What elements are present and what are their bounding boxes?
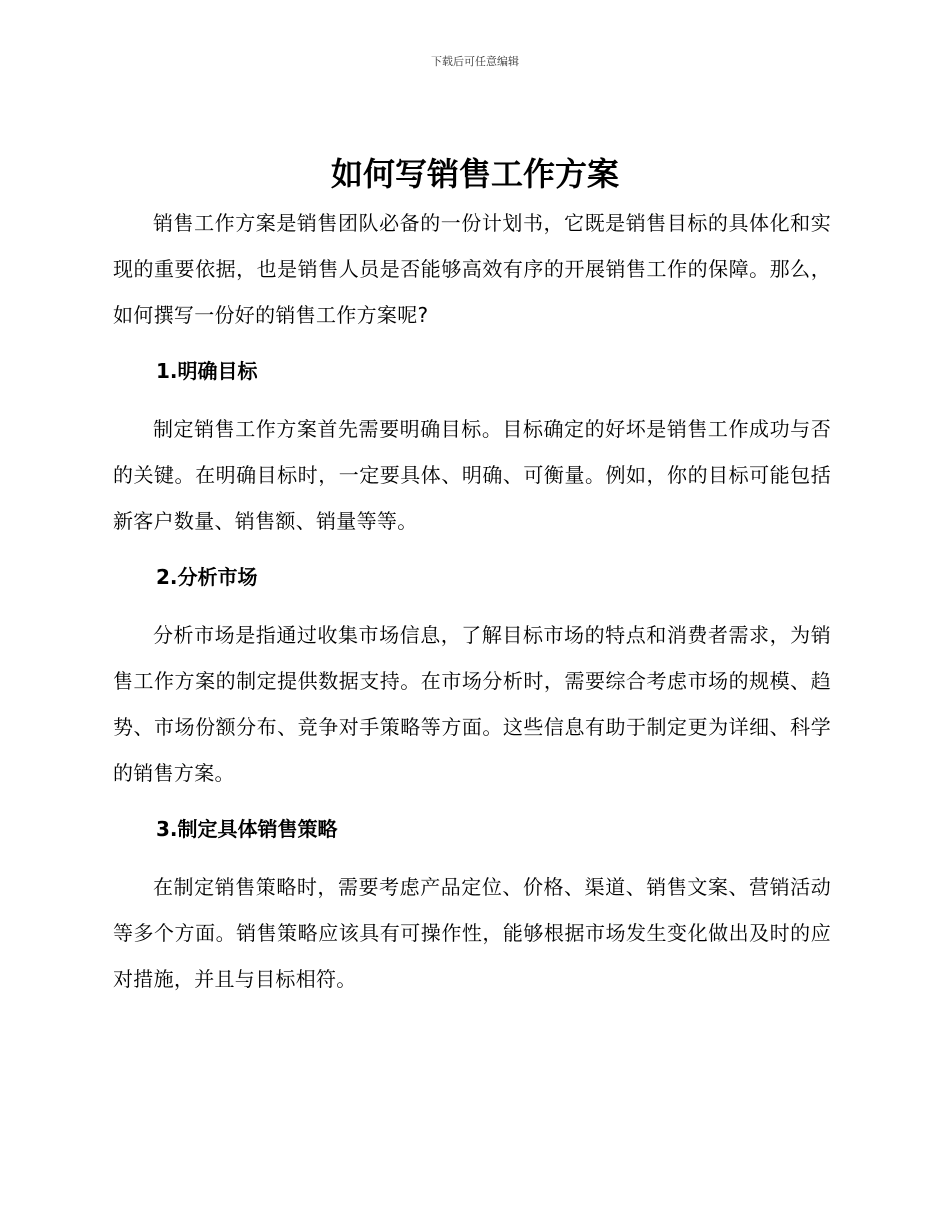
document-title: 如何写销售工作方案 [330, 155, 619, 193]
section-heading-goals: 1.明确目标 [156, 359, 258, 383]
intro-paragraph: 销售工作方案是销售团队必备的一份计划书，它既是销售目标的具体化和实现的重要依据，也是销售人员是否能够高效有序的开展销售工作的保障。那么，如何撰写一份好的销售工作方案呢? [113, 211, 831, 327]
spacer [113, 796, 831, 806]
spacer [113, 852, 831, 864]
section-heading-strategy: 3.制定具体销售策略 [156, 817, 338, 841]
section-body-market: 分析市场是指通过收集市场信息，了解目标市场的特点和消费者需求，为销售工作方案的制定提供数据支持。在市场分析时，需要综合考虑市场的规模、趋势、市场份额分布、竞争对手策略等方面。这些信息有助于制定更为详细、科学的销售方案。 [113, 623, 831, 785]
spacer [113, 544, 831, 554]
section-body-goals: 制定销售工作方案首先需要明确目标。目标确定的好坏是销售工作成功与否的关键。在明确目标时，一定要具体、明确、可衡量。例如，你的目标可能包括新客户数量、销售额、销量等等。 [113, 417, 831, 533]
section-heading-market: 2.分析市场 [156, 565, 258, 589]
spacer [113, 394, 831, 406]
spacer [113, 338, 831, 348]
section-body-strategy: 在制定销售策略时，需要考虑产品定位、价格、渠道、销售文案、营销活动等多个方面。销售策略应该具有可操作性，能够根据市场发生变化做出及时的应对措施，并且与目标相符。 [113, 875, 831, 991]
header-note: 下载后可任意编辑 [431, 55, 519, 68]
document-body [113, 200, 831, 1002]
spacer [113, 600, 831, 612]
